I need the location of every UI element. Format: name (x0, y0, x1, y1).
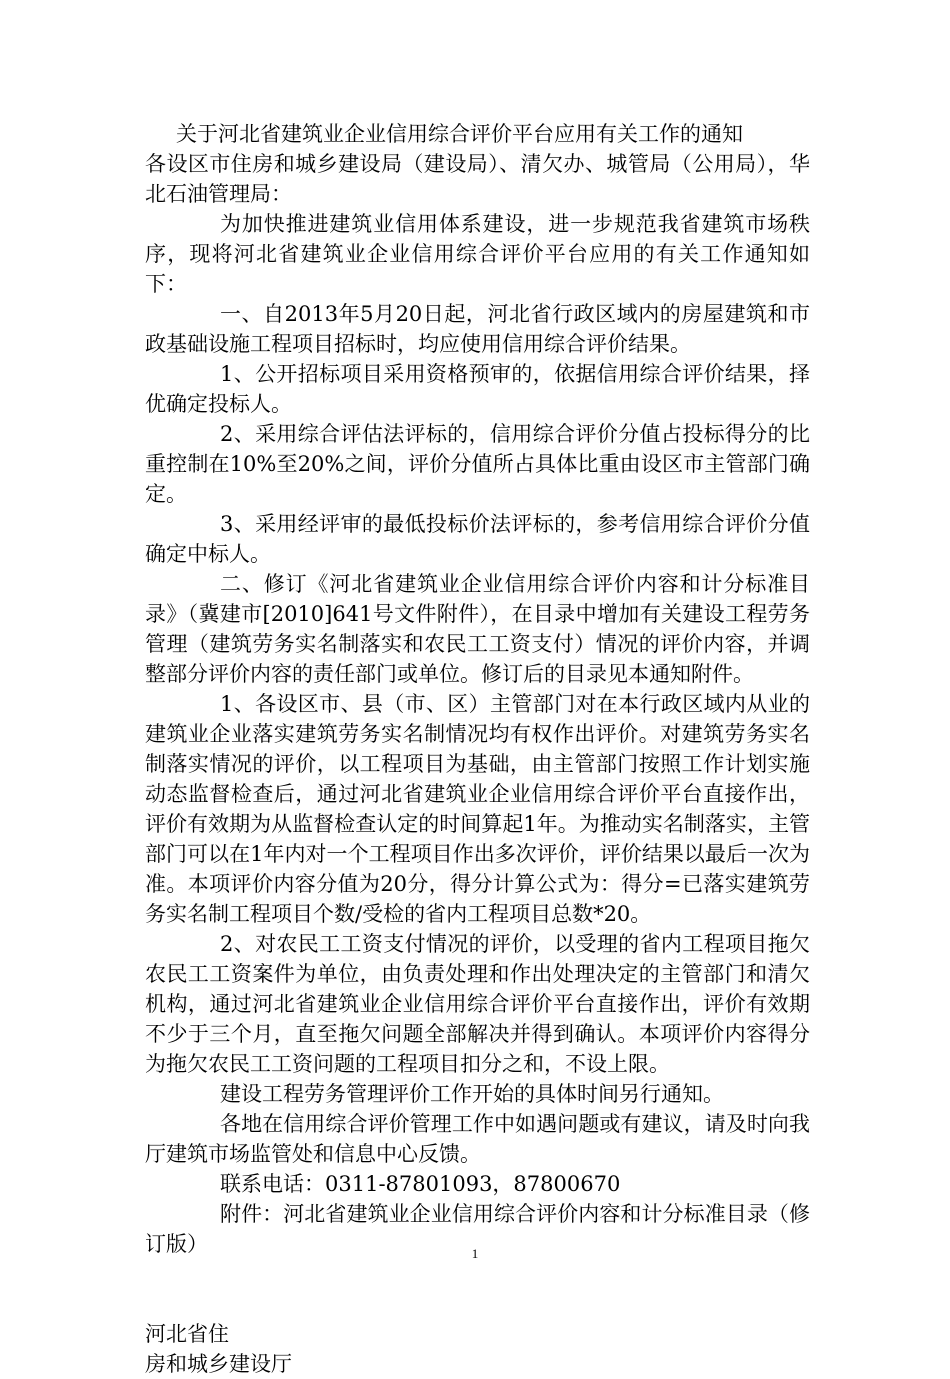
paragraph-item-2-2: 2、对农民工工资支付情况的评价，以受理的省内工程项目拖欠农民工工资案件为单位，由负责处理和作出处理决定的主管部门和清欠机构，通过河北省建筑业企业信用综合评价平台直接作出，评价有效期不少于三个月，直至拖欠问题全部解决并得到确认。本项评价内容得分为拖欠农民工工资问题的工程项目扣分之和，不设上限。 (145, 932, 810, 1076)
paragraph-section-1: 一、自2013年5月20日起，河北省行政区域内的房屋建筑和市政基础设施工程项目招标时，均应使用信用综合评价结果。 (145, 302, 810, 356)
paragraph-timing-note: 建设工程劳务管理评价工作开始的具体时间另行通知。 (220, 1082, 724, 1106)
attachment-line: 附件：河北省建筑业企业信用综合评价内容和计分标准目录（修订版） (145, 1202, 810, 1256)
page-number: 1 (471, 1246, 479, 1261)
paragraph-item-1-1: 1、公开招标项目采用资格预审的，依据信用综合评价结果，择优确定投标人。 (145, 362, 810, 416)
paragraph-intro: 为加快推进建筑业信用体系建设，进一步规范我省建筑市场秩序，现将河北省建筑业企业信用综合评价平台应用的有关工作通知如下： (145, 212, 810, 296)
contact-phone: 联系电话：0311-87801093，87800670 (220, 1172, 621, 1196)
addressee: 各设区市住房和城乡建设局（建设局）、清欠办、城管局（公用局），华北石油管理局： (145, 152, 810, 206)
signature-line-2: 房和城乡建设厅 (145, 1352, 292, 1376)
document-title: 关于河北省建筑业企业信用综合评价平台应用有关工作的通知 (176, 122, 743, 146)
paragraph-item-1-3: 3、采用经评审的最低投标价法评标的，参考信用综合评价分值确定中标人。 (145, 512, 810, 566)
paragraph-feedback: 各地在信用综合评价管理工作中如遇问题或有建议，请及时向我厅建筑市场监管处和信息中心反馈。 (145, 1112, 810, 1166)
paragraph-section-2: 二、修订《河北省建筑业企业信用综合评价内容和计分标准目录》（冀建市[2010]641号文件附件），在目录中增加有关建设工程劳务管理（建筑劳务实名制落实和农民工工资支付）情况的评价内容，并调整部分评价内容的责任部门或单位。修订后的目录见本通知附件。 (145, 572, 810, 686)
document-body (145, 119, 810, 1379)
signature-line-1: 河北省住 (145, 1322, 229, 1346)
spacer (145, 1259, 810, 1319)
paragraph-item-2-1: 1、各设区市、县（市、区）主管部门对在本行政区域内从业的建筑业企业落实建筑劳务实名制情况均有权作出评价。对建筑劳务实名制落实情况的评价，以工程项目为基础，由主管部门按照工作计划实施动态监督检查后，通过河北省建筑业企业信用综合评价平台直接作出，评价有效期为从监督检查认定的时间算起1年。为推动实名制落实，主管部门可以在1年内对一个工程项目作出多次评价，评价结果以最后一次为准。本项评价内容分值为20分，得分计算公式为：得分=已落实建筑劳务实名制工程项目个数/受检的省内工程项目总数*20。 (145, 692, 810, 926)
paragraph-item-1-2: 2、采用综合评估法评标的，信用综合评价分值占投标得分的比重控制在10%至20%之间，评价分值所占具体比重由设区市主管部门确定。 (145, 422, 810, 506)
